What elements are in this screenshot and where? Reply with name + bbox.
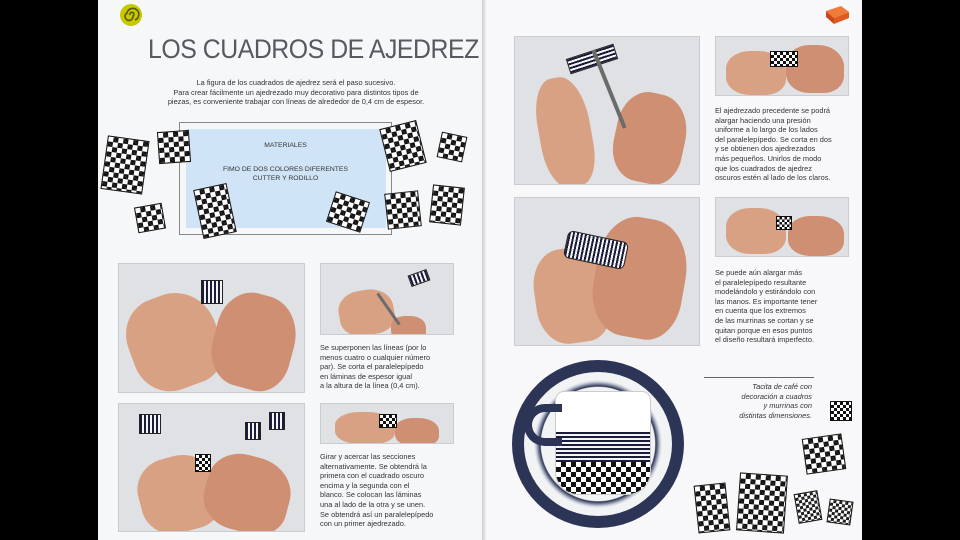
murrina-cube (826, 498, 853, 525)
intro-text: La figura de los cuadrados de ajedrez será el paso sucesivo. Para crear fácilmente un ajedrezado muy decorativo para distintos tipos de piezas, es conveniente trabajar con líneas de alrededor de 0,4 cm de espesor. (167, 78, 425, 107)
step-photo-8 (715, 197, 849, 257)
step-photo-3 (118, 403, 305, 532)
cup-handle (524, 404, 562, 446)
photo-caption: Tacita de café con decoración a cuadros y murrinas con distintas dimensiones. (739, 382, 812, 420)
step-photo-2 (320, 263, 454, 335)
right-text-1: El ajedrezado precedente se podrá alargar haciendo una presión uniforme a lo largo de los lados del paralelepípedo. Se corta en dos y se obtienen dos ajedrezados más pequeños. Unirlos de modo que los cuadrados de ajedrez oscuros estén al lado de los claros. (715, 106, 832, 183)
step2-text: Girar y acercar las secciones alternativamente. Se obtendrá la primera con el cuadrado oscuro encima y la segunda con el blanco. Se colocan las láminas una al lado de la otra y se unen. Se obtendrá así un paralelepípedo con un primer ajedrezado. (320, 452, 434, 529)
murrina-cube (802, 433, 847, 474)
murrina-cube (694, 482, 731, 533)
checker-cube (100, 135, 149, 194)
materials-item: FIMO DE DOS COLORES DIFERENTES (222, 166, 348, 173)
step-photo-1 (118, 263, 305, 393)
materials-item: CUTTER Y RODILLO (252, 175, 319, 182)
murrina-cube (830, 401, 852, 421)
right-page (486, 0, 862, 540)
step-photo-4 (320, 403, 454, 444)
materials-heading: MATERIALES (264, 142, 307, 149)
checker-cube (429, 184, 465, 225)
checker-cube (134, 203, 166, 233)
step-photo-7 (514, 197, 700, 346)
spiral-logo-icon (118, 3, 144, 27)
right-text-2: Se puede aún alargar más el paralelepípedo resultante modelándolo y estirándolo con las manos. Es importante tener en cuenta que los extremos de las murrinas se cortan y se quitan porque en esos puntos el diseño resultará imperfecto. (715, 268, 818, 345)
page-title: LOS CUADROS DE AJEDREZ (148, 34, 479, 64)
clay-block-logo-icon (823, 3, 851, 25)
left-page (98, 0, 482, 540)
checker-cube (437, 132, 468, 163)
murrina-cube (794, 490, 823, 524)
checker-cube (157, 130, 191, 164)
step-photo-5 (514, 36, 700, 185)
murrina-cube (736, 472, 788, 533)
step1-text: Se superponen las líneas (por lo menos cuatro o cualquier número par). Se corta el paralelepípedo en láminas de espesor igual a la altura de la línea (0,4 cm). (320, 343, 431, 391)
checker-cube (384, 190, 422, 229)
caption-divider (704, 377, 814, 378)
cup (556, 392, 650, 494)
step-photo-6 (715, 36, 849, 96)
